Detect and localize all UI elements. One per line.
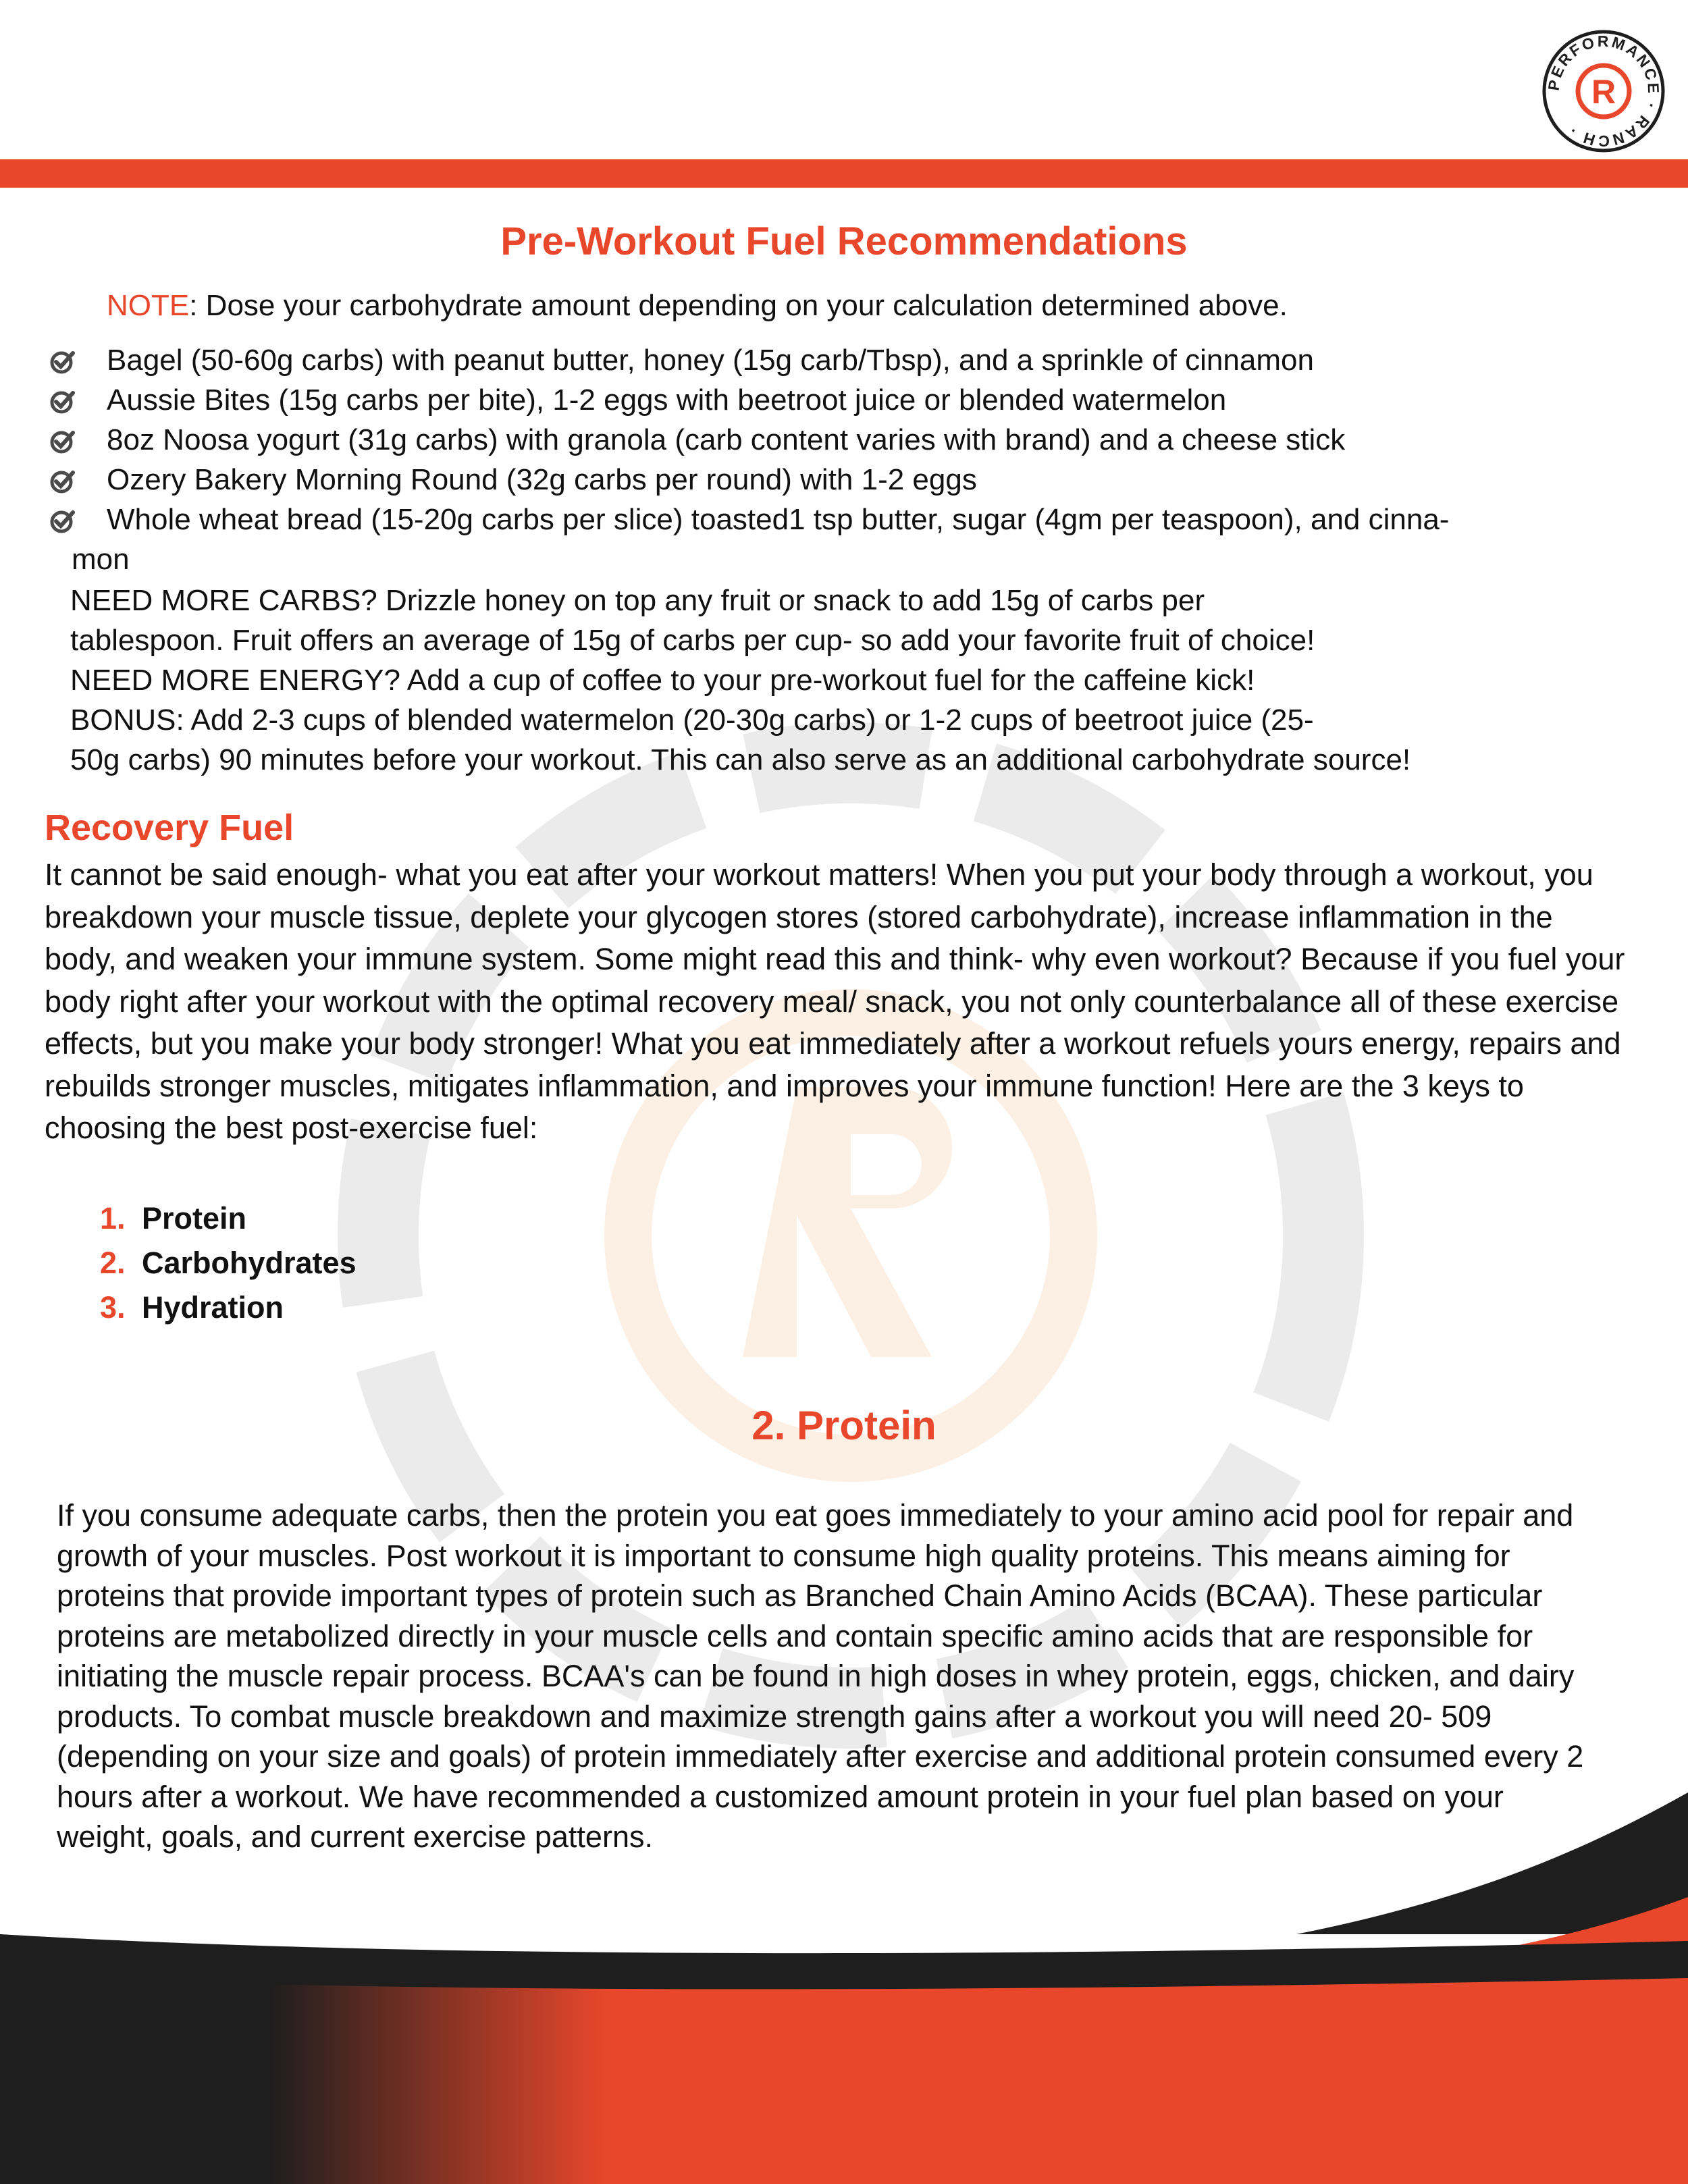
list-item-text: Aussie Bites (15g carbs per bite), 1-2 eggs with beetroot juice or blended watermelon [107,383,1227,417]
list-number: 3. [100,1290,126,1325]
recovery-keys-list [100,1196,357,1330]
check-circle-icon [49,508,76,535]
tip-line: NEED MORE CARBS? Drizzle honey on top any fruit or snack to add 15g of carbs per [70,584,1205,617]
list-number: 1. [100,1201,126,1235]
list-item [49,420,1622,460]
recovery-heading: Recovery Fuel [45,807,294,848]
list-item-text: Ozery Bakery Morning Round (32g carbs per round) with 1-2 eggs [107,463,977,496]
list-number: 2. [100,1246,126,1280]
check-circle-icon [49,348,76,375]
tip-line: BONUS: Add 2-3 cups of blended watermelon (20-30g carbs) or 1-2 cups of beetroot juice (25- [70,703,1314,737]
performance-ranch-logo-icon [1539,27,1668,155]
list-item-text: 8oz Noosa yogurt (31g carbs) with granola (carb content varies with brand) and a cheese stick [107,423,1346,456]
tip-line: NEED MORE ENERGY? Add a cup of coffee to your pre-workout fuel for the caffeine kick! [70,664,1255,697]
pre-workout-heading: Pre-Workout Fuel Recommendations [500,219,1188,263]
list-item-text: Whole wheat bread (15-20g carbs per slice) toasted1 tsp butter, sugar (4gm per teaspoon), and cinna- [107,503,1450,536]
list-label: Hydration [142,1290,284,1325]
list-item [100,1241,357,1285]
list-item [100,1196,357,1241]
list-label: Carbohydrates [142,1246,357,1280]
logo-ring-text: PERFORMANCE · RANCH · [1544,32,1663,151]
list-label: Protein [142,1201,247,1235]
list-item [49,460,1622,500]
check-circle-icon [49,388,76,415]
logo-letter: R [1591,73,1616,111]
fuel-options-list [49,340,1622,579]
tip-line: tablespoon. Fruit offers an average of 15g of carbs per cup- so add your favorite fruit of choice! [70,624,1315,657]
header-bar [0,159,1688,188]
note-label: NOTE [107,289,190,322]
brand-logo [1539,27,1668,155]
list-item [49,340,1622,380]
list-item [49,500,1622,579]
list-item-continuation: mon [72,543,130,576]
protein-paragraph: If you consume adequate carbs, then the protein you eat goes immediately to your amino acid pool for repair and growth of your muscles. Post workout it is important to consume high quality proteins. This means aiming for proteins that provide important types of protein such as Branched Chain Amino Acids (BCAA). These particular proteins are metabolized directly in your muscle cells and contain specific amino acids that are responsible for initiating the muscle repair process. BCAA's can be found in high doses in whey protein, eggs, chicken, and dairy products. To combat muscle breakdown and maximize strength gains after a workout you will need 20- 509 (depending on your size and goals) of protein immediately after exercise and additional protein consumed every 2 hours after a workout. We have recommended a customized amount protein in your fuel plan based on your weight, goals, and current exercise patterns. [57,1498,1584,1854]
protein-heading: 2. Protein [751,1403,937,1448]
check-circle-icon [49,468,76,495]
list-item [100,1285,357,1330]
list-item [49,380,1622,420]
check-circle-icon [49,428,76,455]
extra-tips [70,581,1589,780]
recovery-paragraph: It cannot be said enough- what you eat after your workout matters! When you put your body through a workout, you breakdown your muscle tissue, deplete your glycogen stores (stored carbohydrate), increase inflammation in the body, and weaken your immune system. Some might read this and think- why even workout? Because if you fuel your body right after your workout with the optimal recovery meal/ snack, you not only counterbalance all of these exercise effects, but you make your body stronger! What you eat immediately after a workout refuels yours energy, repairs and rebuilds stronger muscles, mitigates inflammation, and improves your immune function! Here are the 3 keys to choosing the best post-exercise fuel: [45,857,1625,1145]
note-text: : Dose your carbohydrate amount depending on your calculation determined above. [189,289,1288,322]
list-item-text: Bagel (50-60g carbs) with peanut butter, honey (15g carb/Tbsp), and a sprinkle of cinnamon [107,344,1314,377]
dosage-note [107,286,1633,326]
tip-line: 50g carbs) 90 minutes before your workout. This can also serve as an additional carbohydrate source! [70,743,1411,776]
